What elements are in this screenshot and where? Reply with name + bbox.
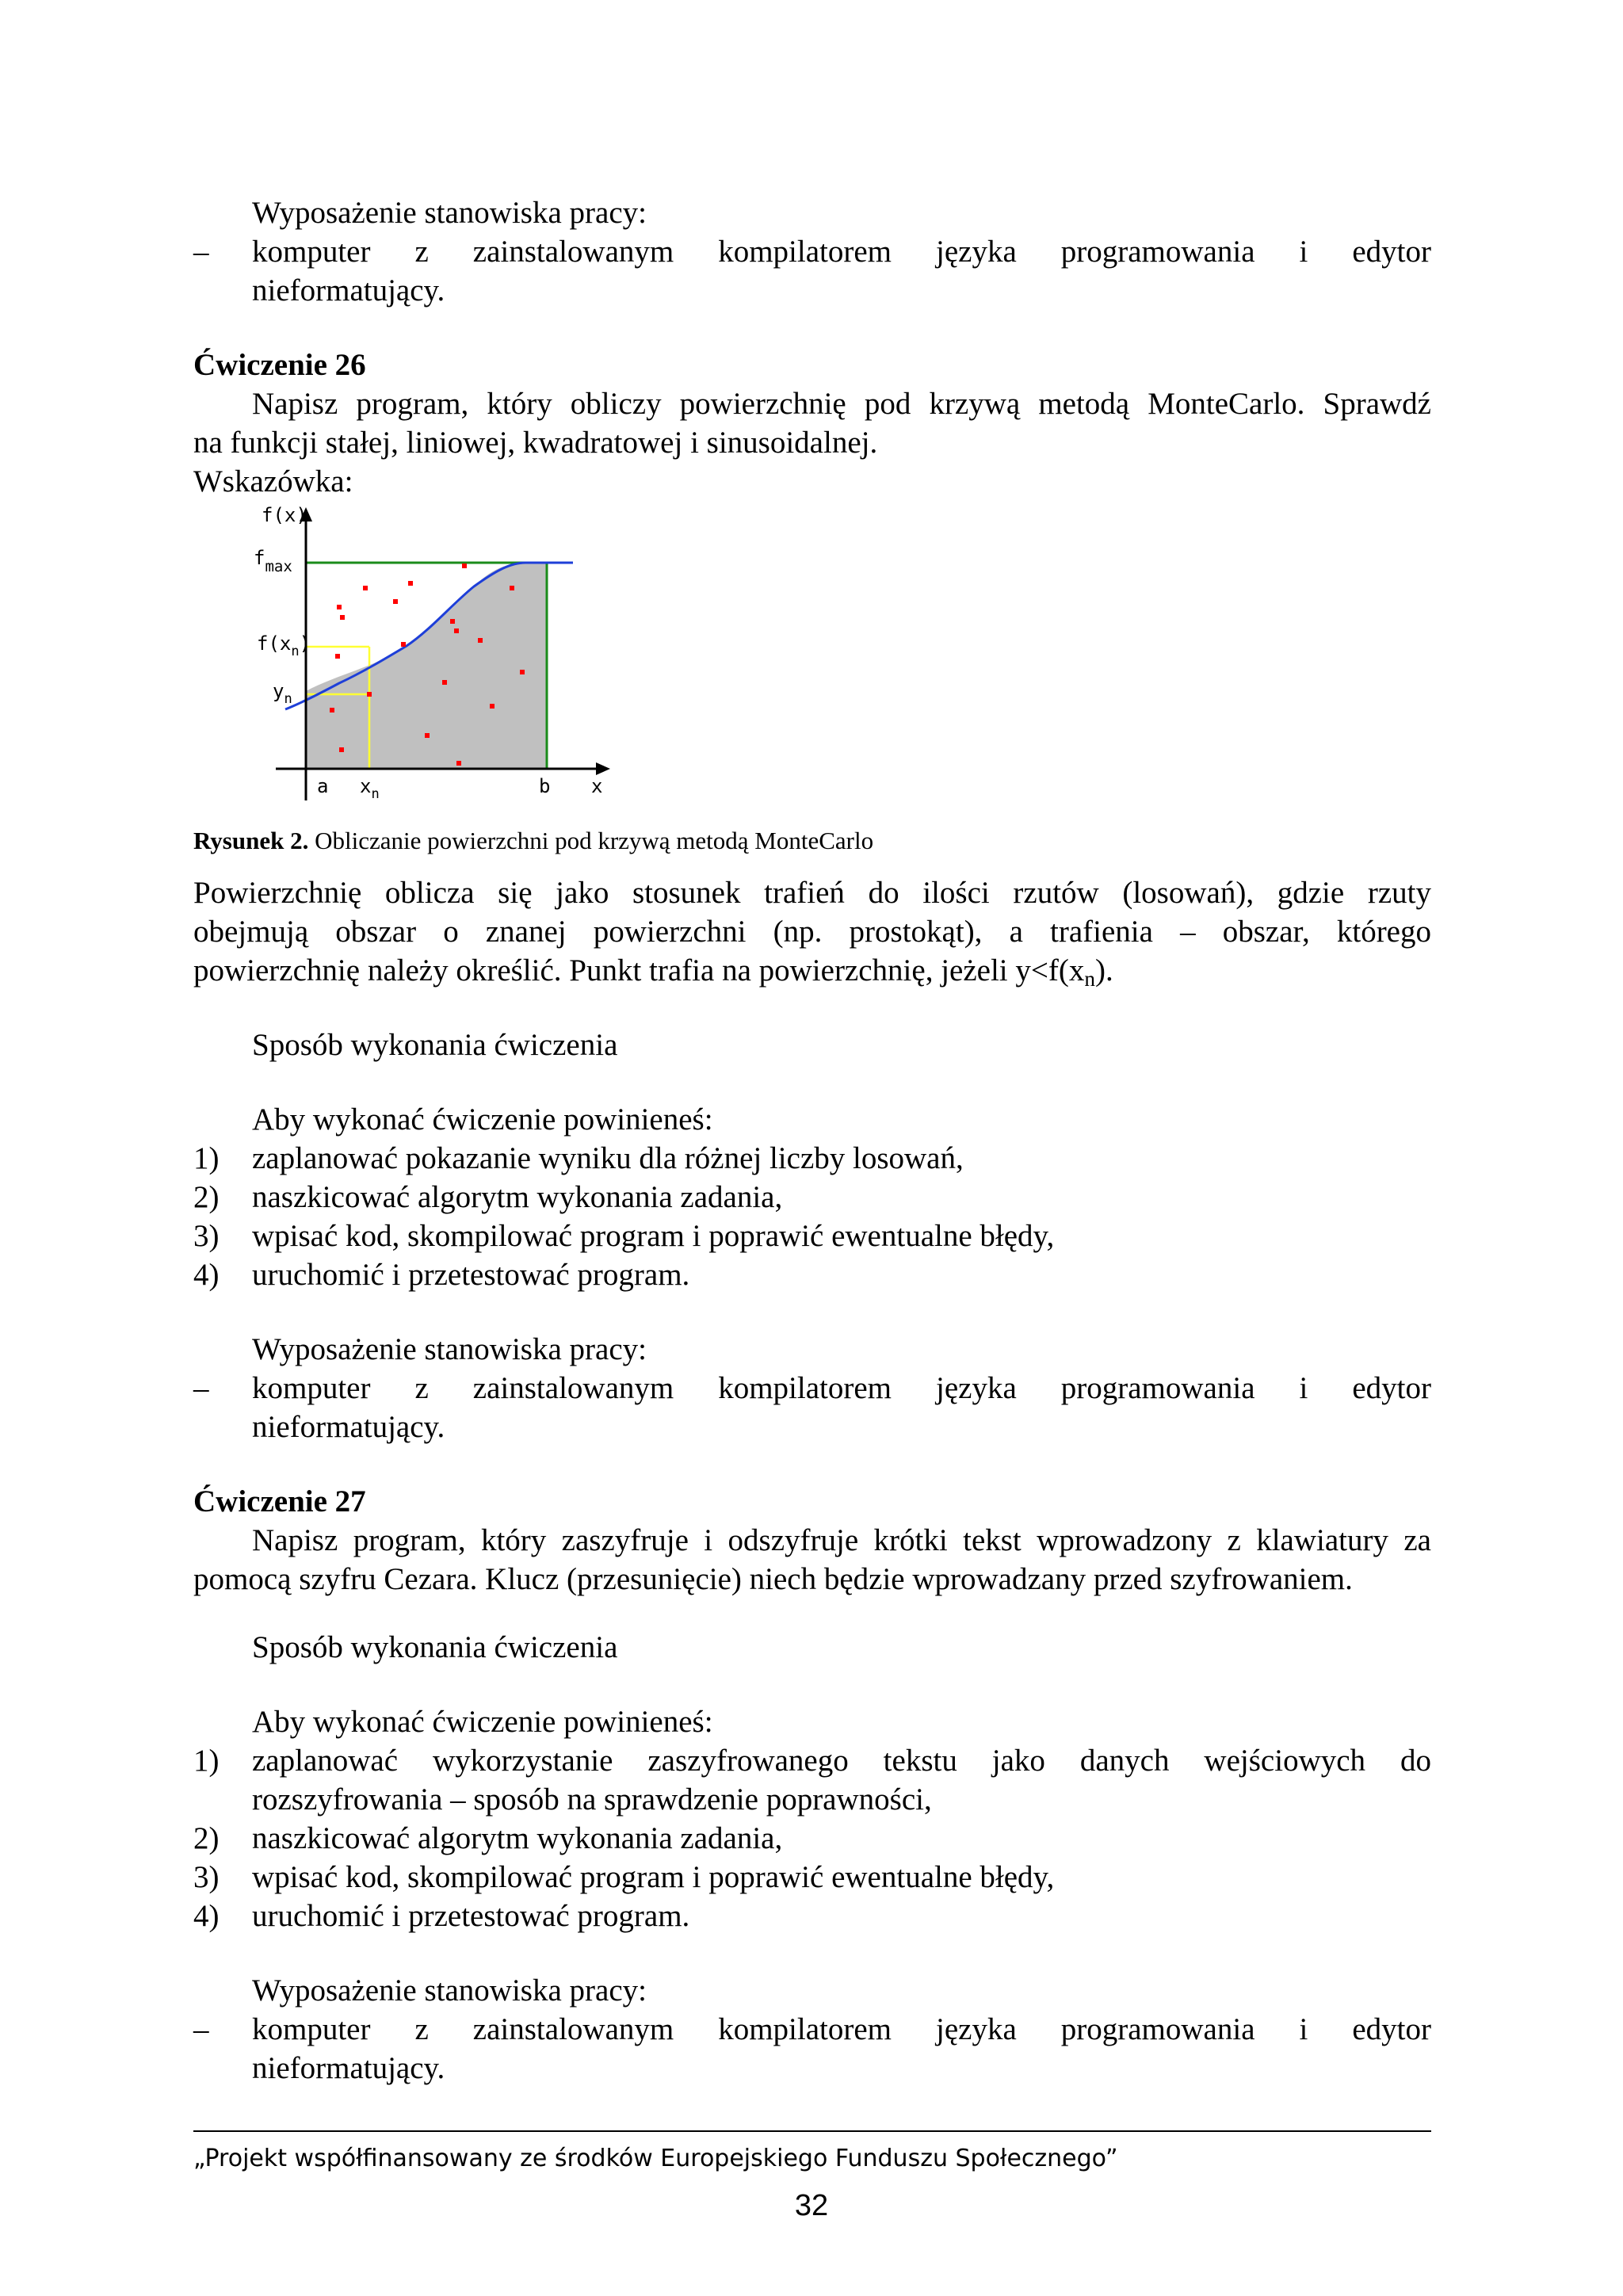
point — [367, 692, 372, 697]
point — [490, 704, 495, 709]
label-fmax: $f_{max}$ — [254, 547, 292, 575]
exercise-26-method-title: Sposób wykonania ćwiczenia — [252, 1028, 618, 1062]
point — [408, 581, 413, 586]
exercise-27-intro: Aby wykonać ćwiczenie powinieneś: — [252, 1705, 713, 1739]
equipment-text-top: komputer z zainstalowanym kompilatorem języka programowania i edytor — [252, 235, 1431, 269]
exercise-26-task-line2: na funkcji stałej, liniowej, kwadratowej i sinusoidalnej. — [193, 426, 878, 460]
label-fx: f(x) — [262, 504, 307, 526]
monte-carlo-figure — [252, 499, 624, 804]
point — [520, 670, 525, 674]
equipment-text-26: komputer z zainstalowanym kompilatorem języka programowania i edytor — [252, 1371, 1431, 1405]
point — [510, 586, 514, 590]
exercise-26-intro: Aby wykonać ćwiczenie powinieneś: — [252, 1102, 713, 1137]
point — [393, 599, 398, 604]
equipment-text-26-line2: nieformatujący. — [252, 1410, 445, 1444]
exercise-26-hint: Wskazówka: — [193, 464, 353, 499]
caption-text: Obliczanie powierzchni pod krzywą metodą MonteCarlo — [308, 827, 874, 854]
point — [450, 619, 455, 624]
label-a: a — [317, 775, 329, 797]
equipment-label-27: Wyposażenie stanowiska pracy: — [252, 1973, 647, 2008]
equipment-label-26: Wyposażenie stanowiska pracy: — [252, 1332, 647, 1366]
point — [454, 628, 459, 633]
exercise-27-title: Ćwiczenie 27 — [193, 1484, 366, 1519]
label-fxn: $f(x_n)$ — [257, 632, 311, 659]
equipment-dash-26: – — [193, 1371, 209, 1405]
point — [330, 708, 334, 712]
list-item-continuation: rozszyfrowania – sposób na sprawdzenie poprawności, — [252, 1782, 932, 1817]
caption-label: Rysunek 2. — [193, 827, 309, 854]
point — [339, 747, 344, 752]
exercise-27-method-title: Sposób wykonania ćwiczenia — [252, 1630, 618, 1664]
equipment-text-27-line2: nieformatujący. — [252, 2051, 445, 2085]
equipment-dash-27: – — [193, 2012, 209, 2046]
figure-caption — [193, 826, 873, 856]
label-yn: $y_n$ — [273, 680, 292, 707]
page-number: 32 — [794, 2189, 829, 2222]
equipment-text-27: komputer z zainstalowanym kompilatorem języka programowania i edytor — [252, 2012, 1431, 2046]
label-xn: $x_n$ — [360, 775, 380, 802]
point — [442, 680, 447, 685]
exercise-26-task-line1: Napisz program, który obliczy powierzchnię pod krzywą metodą MonteCarlo. Sprawdź — [252, 387, 1431, 421]
explanation-line3: powierzchnię należy określić. Punkt trafia na powierzchnię, jeżeli $y<f(x_n)$. — [193, 953, 1113, 991]
point — [335, 654, 340, 659]
x-axis-arrow — [596, 762, 610, 775]
footer-project-text: „Projekt współfinansowany ze środków Europejskiego Funduszu Społecznego” — [193, 2145, 1118, 2172]
exercise-26-title: Ćwiczenie 26 — [193, 348, 366, 382]
equipment-text-top-line2: nieformatujący. — [252, 273, 445, 308]
point — [462, 563, 467, 568]
point — [456, 761, 461, 766]
explanation-line1: Powierzchnię oblicza się jako stosunek trafień do ilości rzutów (losowań), gdzie rzuty — [193, 876, 1431, 910]
point — [363, 586, 368, 590]
equipment-dash-top: – — [193, 235, 209, 269]
exercise-27-task-line2: pomocą szyfru Cezara. Klucz (przesunięcie) niech będzie wprowadzany przed szyfrowaniem. — [193, 1562, 1353, 1596]
footer-rule — [193, 2130, 1431, 2132]
label-b: b — [539, 775, 551, 797]
label-x: x — [591, 775, 603, 797]
point — [401, 642, 406, 647]
explanation-line2: obejmują obszar o znanej powierzchni (np. prostokąt), a trafienia – obszar, którego — [193, 915, 1431, 949]
point — [340, 615, 345, 620]
point — [337, 605, 342, 609]
equipment-label-top: Wyposażenie stanowiska pracy: — [252, 196, 647, 230]
point — [478, 638, 483, 643]
point — [425, 733, 430, 738]
exercise-27-task-line1: Napisz program, który zaszyfruje i odszyfruje krótki tekst wprowadzony z klawiatury za — [252, 1523, 1431, 1557]
